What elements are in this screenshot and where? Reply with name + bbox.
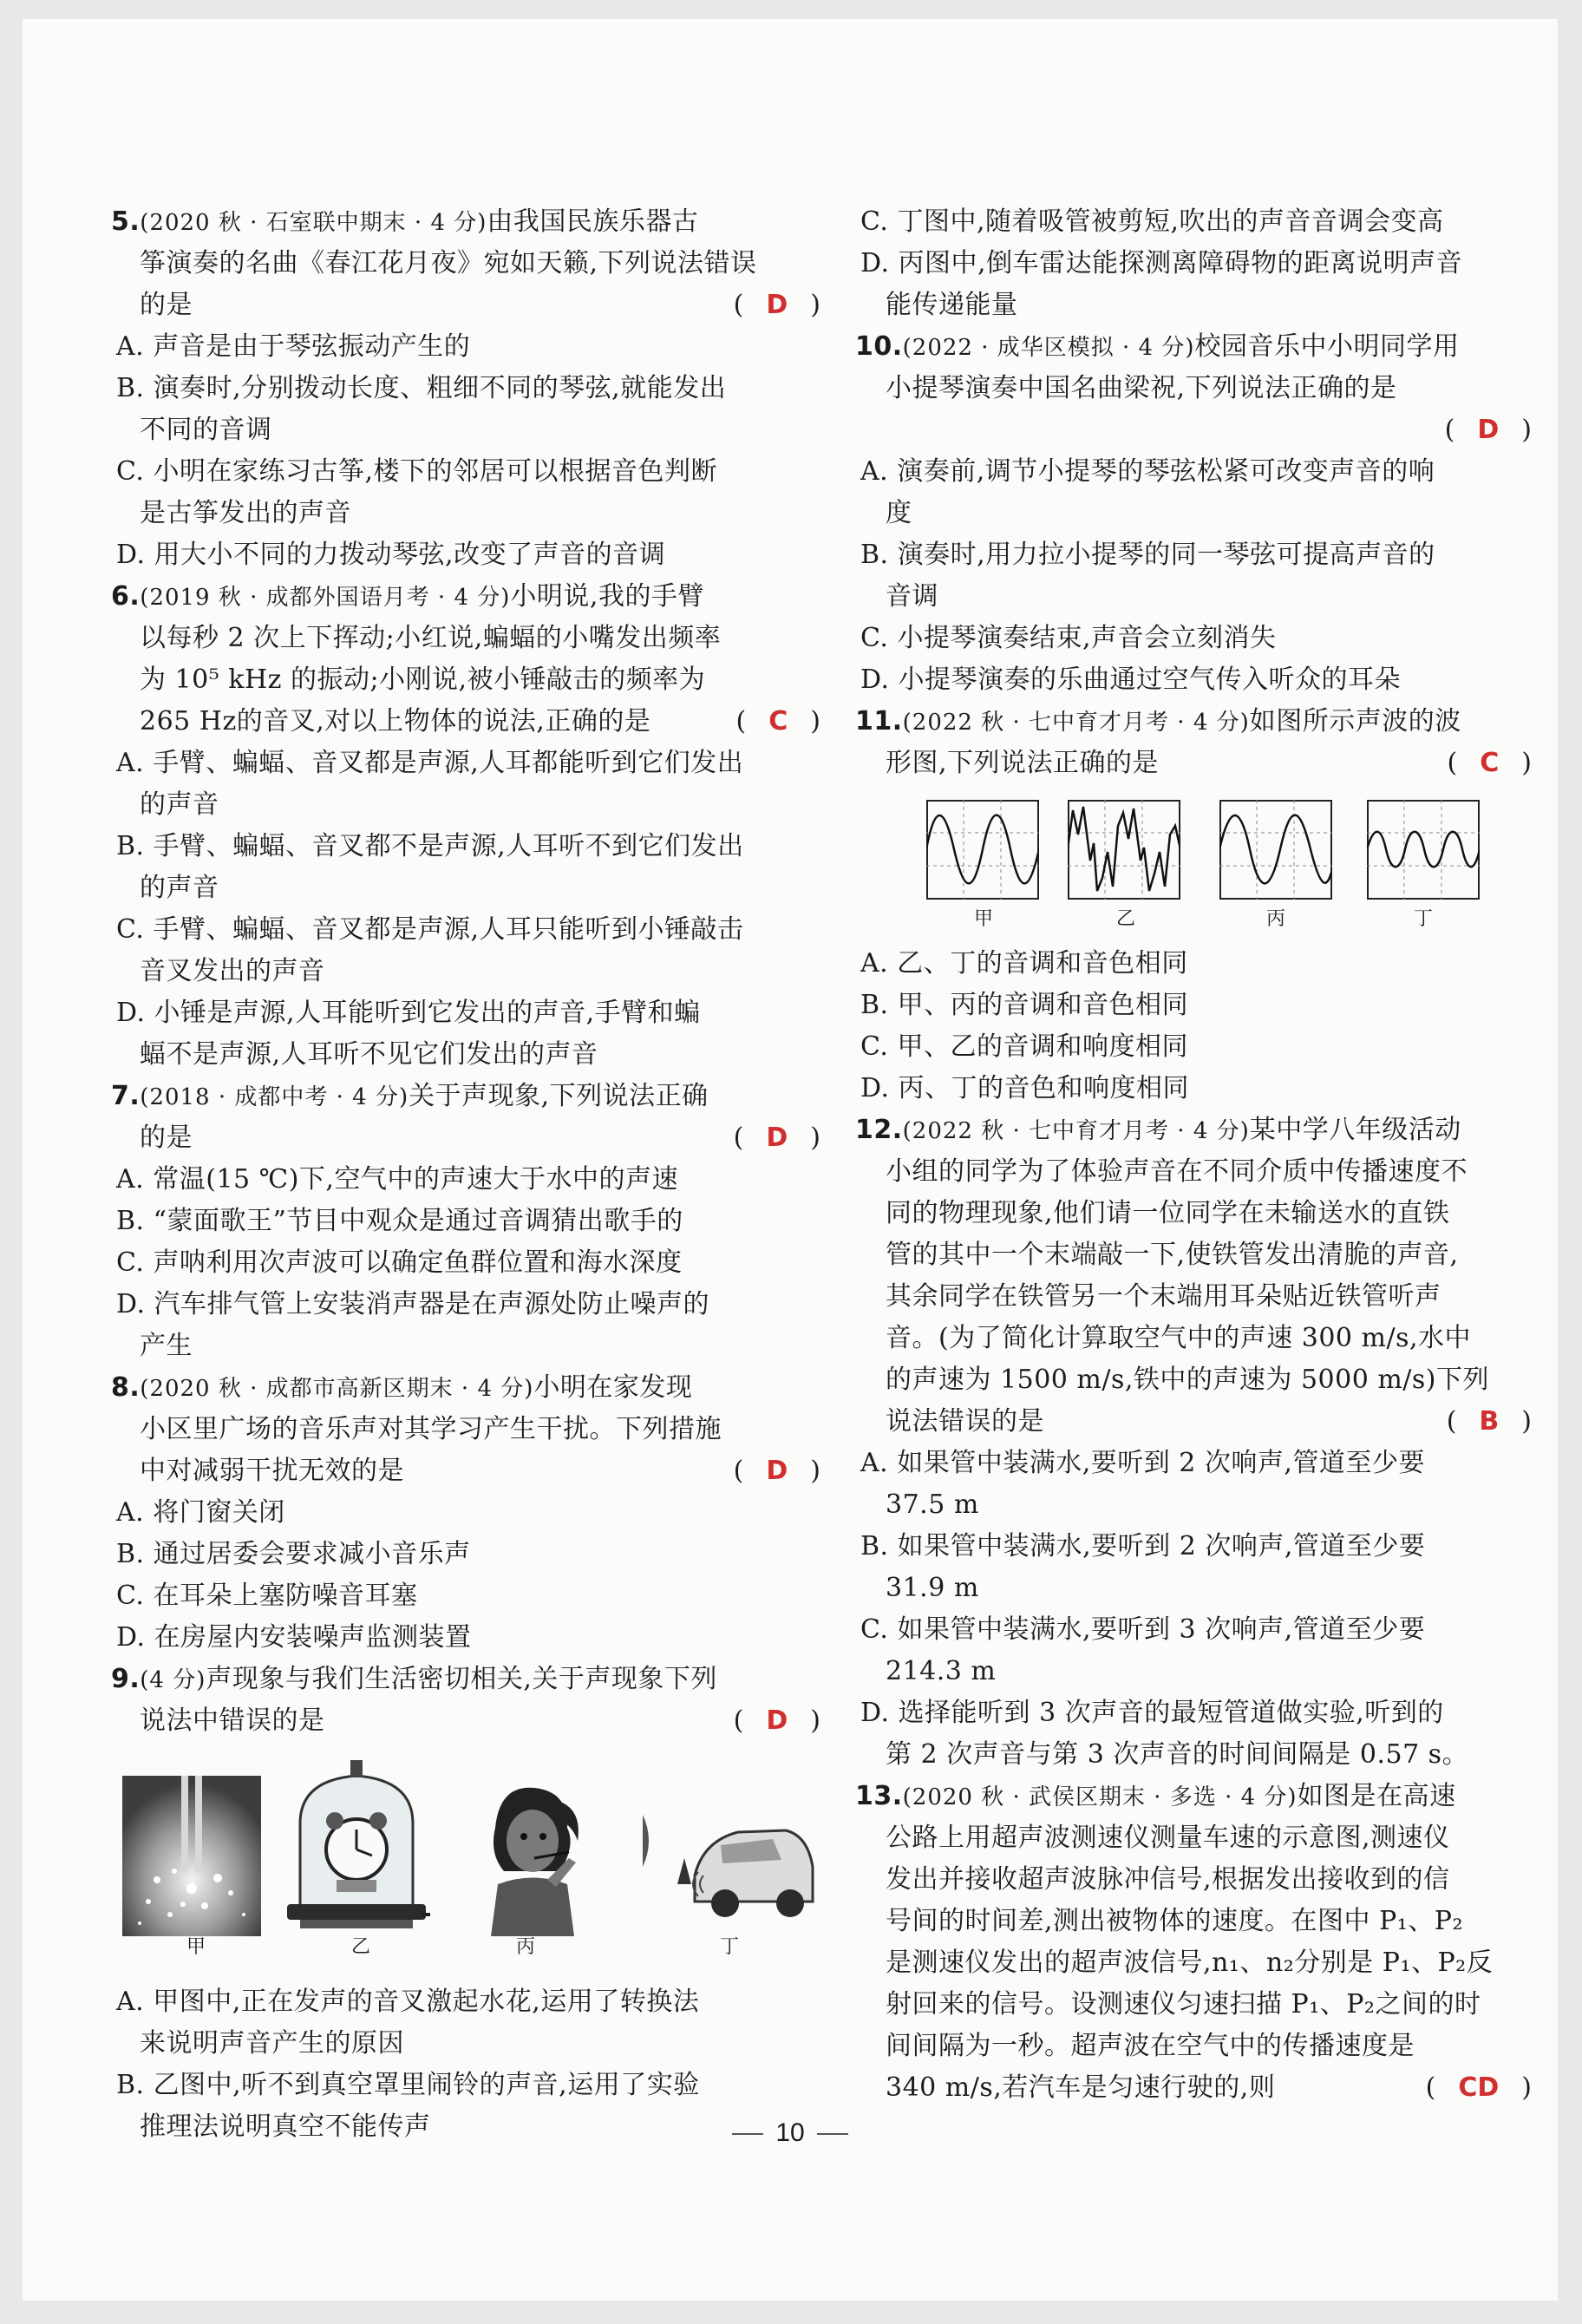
line-text: 第 2 次声音与第 3 次声音的时间间隔是 0.57 s。: [886, 1739, 1469, 1770]
q11-waveforms: [907, 782, 1514, 939]
question-number: 9.: [111, 1664, 141, 1694]
q11-label-ding: 丁: [1413, 908, 1433, 930]
q9-label-yi: 乙: [350, 1936, 370, 1958]
answer-letter: B: [1479, 1406, 1500, 1437]
line-text: 音调: [886, 581, 938, 612]
text-line: [140, 243, 757, 285]
question-number: 13.: [855, 1781, 903, 1811]
text-line: [886, 368, 1397, 409]
line-text: 度: [886, 498, 912, 528]
line-text: A. 演奏前,调节小提琴的琴弦松紧可改变声音的响: [860, 456, 1435, 487]
line-text: 不同的音调: [140, 415, 272, 445]
answer-letter: D: [766, 1456, 788, 1486]
text-line: [116, 451, 717, 493]
line-text: A. 声音是由于琴弦振动产生的: [116, 331, 471, 362]
line-text: 来说明声音产生的原因: [140, 2028, 404, 2059]
page-number: 10: [775, 2118, 805, 2147]
line-text: 能传递能量: [886, 290, 1018, 320]
text-line: [886, 1401, 1044, 1443]
answer-bracket: ( D ): [733, 1705, 820, 1736]
text-line: [860, 201, 1444, 243]
line-text: C. 如果管中装满水,要听到 3 次响声,管道至少要: [860, 1614, 1426, 1645]
line-text: B. 演奏时,用力拉小提琴的同一琴弦可提高声音的: [860, 540, 1435, 570]
line-text: C. 甲、乙的音调和响度相同: [860, 1031, 1188, 1062]
line-text: 说法错误的是: [886, 1406, 1044, 1437]
text-line: [116, 1201, 683, 1242]
text-line: [860, 985, 1188, 1026]
line-text: B. “蒙面歌王”节目中观众是通过音调猜出歌手的: [116, 1206, 683, 1236]
waveform-jia: [926, 800, 1039, 900]
text-line: [886, 743, 1159, 784]
line-text: B. 甲、丙的音调和音色相同: [860, 990, 1189, 1020]
line-text: D. 用大小不同的力拨动琴弦,改变了声音的音调: [116, 540, 666, 570]
text-line: [116, 1617, 472, 1659]
line-text: 说法中错误的是: [140, 1705, 325, 1736]
line-text: A. 将门窗关闭: [116, 1497, 285, 1528]
line-text: 推理法说明真空不能传声: [140, 2111, 431, 2142]
line-text: 31.9 m: [886, 1573, 979, 1603]
line-text: A. 手臂、蝙蝠、音叉都是声源,人耳都能听到它们发出: [116, 748, 744, 778]
text-line: [886, 1193, 1450, 1234]
text-line: [886, 1234, 1459, 1276]
q11-label-jia: 甲: [973, 908, 993, 930]
waveform-ding: [1367, 800, 1480, 900]
text-line: [111, 1367, 692, 1409]
q9-figure-row: [122, 1758, 816, 1958]
line-text: 管的其中一个末端敲一下,使铁管发出清脆的声音,: [886, 1240, 1459, 1270]
line-text: B. 通过居委会要求减小音乐声: [116, 1539, 471, 1569]
text-line: [116, 743, 743, 784]
text-line: [140, 1450, 404, 1492]
text-line: [860, 1026, 1188, 1068]
text-line: [116, 1575, 417, 1617]
question-source: (4 分): [140, 1667, 206, 1693]
line-text: D. 丙图中,倒车雷达能探测离障碍物的距离说明声音: [860, 248, 1463, 278]
question-stem: 某中学八年级活动: [1249, 1115, 1461, 1145]
line-text: 以每秒 2 次上下挥动;小红说,蝙蝠的小嘴发出频率: [140, 623, 722, 653]
answer-bracket: ( D ): [1444, 415, 1532, 445]
question-source: (2022 秋 · 七中育才月考 · 4 分): [902, 1118, 1250, 1144]
text-line: [886, 1734, 1468, 1776]
question-number: 12.: [855, 1115, 903, 1145]
question-stem: 小明在家发现: [533, 1372, 693, 1403]
question-stem: 由我国民族乐器古: [487, 206, 699, 237]
text-line: [886, 1318, 1471, 1359]
line-text: 214.3 m: [886, 1656, 997, 1686]
text-line: [140, 784, 219, 826]
text-line: [116, 326, 470, 368]
text-line: [860, 1526, 1425, 1568]
text-line: [111, 576, 704, 618]
line-text: D. 选择能听到 3 次声音的最短管道做实验,听到的: [860, 1698, 1444, 1728]
line-text: 小提琴演奏中国名曲梁祝,下列说法正确的是: [886, 373, 1397, 403]
line-text: 中对减弱干扰无效的是: [140, 1456, 404, 1486]
text-line: [140, 285, 193, 326]
line-text: 340 m/s,若汽车是匀速行驶的,则: [886, 2072, 1276, 2103]
question-stem: 如图所示声波的波: [1249, 706, 1461, 736]
text-line: [886, 1276, 1441, 1318]
text-line: [116, 1534, 471, 1575]
text-line: [860, 1609, 1425, 1651]
line-text: 的声速为 1500 m/s,铁中的声速为 5000 m/s)下列: [886, 1365, 1489, 1395]
text-line: [116, 1284, 709, 1326]
q9-label-bing: 丙: [515, 1936, 535, 1958]
answer-letter: D: [766, 1123, 788, 1153]
answer-letter: C: [768, 706, 788, 736]
line-text: 公路上用超声波测速仪测量车速的示意图,测速仪: [886, 1823, 1450, 1853]
answer-bracket: ( D ): [733, 1456, 820, 1486]
line-text: 是古筝发出的声音: [140, 498, 351, 528]
line-text: 发出并接收超声波脉冲信号,根据发出接收到的信: [886, 1864, 1450, 1895]
text-line: [860, 659, 1401, 701]
line-text: A. 常温(15 ℃)下,空气中的声速大于水中的声速: [116, 1164, 678, 1195]
question-source: (2020 秋 · 石室联中期末 · 4 分): [140, 210, 487, 236]
line-text: B. 乙图中,听不到真空罩里闹铃的声音,运用了实验: [116, 2070, 700, 2100]
q11-label-yi: 乙: [1115, 908, 1135, 930]
text-line: [886, 493, 912, 534]
line-text: 其余同学在铁管另一个末端用耳朵贴近铁管听声: [886, 1281, 1441, 1312]
text-line: [111, 201, 698, 243]
answer-bracket: ( CD ): [1425, 2072, 1532, 2103]
line-text: 音。(为了简化计算取空气中的声速 300 m/s,水中: [886, 1323, 1472, 1353]
line-text: C. 手臂、蝙蝠、音叉都是声源,人耳只能听到小锤敲击: [116, 914, 744, 945]
answer-letter: C: [1480, 748, 1500, 778]
question-source: (2020 秋 · 武侯区期末 · 多选 · 4 分): [902, 1784, 1298, 1810]
text-line: [886, 1942, 1493, 1984]
text-line: [140, 701, 650, 743]
text-line: [886, 1568, 979, 1609]
text-line: [140, 409, 272, 451]
text-line: [886, 1859, 1450, 1901]
line-text: D. 小提琴演奏的乐曲通过空气传入听众的耳朵: [860, 664, 1402, 695]
question-stem: 关于声现象,下列说法正确: [409, 1081, 709, 1111]
line-text: C. 在耳朵上塞防噪音耳塞: [116, 1581, 418, 1611]
line-text: C. 丁图中,随着吸管被剪短,吹出的声音音调会变高: [860, 206, 1444, 237]
question-stem: 如图是在高速: [1297, 1781, 1456, 1811]
question-source: (2020 秋 · 成都市高新区期末 · 4 分): [140, 1376, 534, 1402]
answer-letter: D: [766, 290, 788, 320]
text-line: [886, 1151, 1468, 1193]
line-text: B. 手臂、蝙蝠、音叉都不是声源,人耳听不到它们发出: [116, 831, 744, 861]
text-line: [860, 618, 1277, 659]
answer-bracket: ( D ): [733, 1123, 820, 1153]
question-stem: 小明说,我的手臂: [510, 581, 704, 612]
line-text: B. 演奏时,分别拨动长度、粗细不同的琴弦,就能发出: [116, 373, 727, 403]
answer-bracket: ( C ): [1447, 748, 1532, 778]
text-line: [140, 2023, 404, 2065]
line-text: 37.5 m: [886, 1489, 979, 1520]
line-text: 筝演奏的名曲《春江花月夜》宛如天籁,下列说法错误: [140, 248, 757, 278]
waveform-yi: [1068, 800, 1180, 900]
line-text: 小组的同学为了体验声音在不同介质中传播速度不: [886, 1156, 1468, 1187]
line-text: D. 在房屋内安装噪声监测装置: [116, 1622, 472, 1653]
line-text: C. 声呐利用次声波可以确定鱼群位置和海水深度: [116, 1247, 683, 1278]
text-line: [140, 1034, 598, 1076]
right-column: [820, 19, 1558, 2275]
text-line: [860, 534, 1435, 576]
text-line: [140, 1117, 193, 1159]
text-line: [860, 1692, 1444, 1734]
question-source: (2018 · 成都中考 · 4 分): [140, 1084, 409, 1110]
line-text: D. 丙、丁的音色和响度相同: [860, 1073, 1190, 1103]
answer-letter: CD: [1458, 2072, 1500, 2103]
line-text: A. 乙、丁的音调和音色相同: [860, 948, 1188, 979]
line-text: 的声音: [140, 873, 219, 903]
text-line: [855, 1776, 1456, 1817]
text-line: [860, 243, 1462, 285]
text-line: [140, 618, 721, 659]
line-text: 射回来的信号。设测速仪匀速扫描 P₁、P₂之间的时: [886, 1989, 1481, 2020]
q11-label-bing: 丙: [1265, 908, 1285, 930]
question-source: (2019 秋 · 成都外国语月考 · 4 分): [140, 585, 511, 611]
text-line: [860, 1068, 1189, 1110]
answer-bracket: ( D ): [733, 290, 820, 320]
question-stem: 校园音乐中小明同学用: [1194, 331, 1460, 362]
question-number: 5.: [111, 206, 141, 237]
line-text: 小区里广场的音乐声对其学习产生干扰。下列措施: [140, 1414, 722, 1444]
line-text: 间间隔为一秒。超声波在空气中的传播速度是: [886, 2031, 1415, 2061]
question-source: (2022 · 成华区模拟 · 4 分): [902, 335, 1195, 361]
text-line: [886, 1984, 1481, 2026]
text-line: [111, 1076, 709, 1117]
text-line: [886, 2067, 1275, 2109]
text-line: [855, 701, 1461, 743]
text-line: [116, 1981, 699, 2023]
text-line: [886, 2026, 1415, 2067]
text-line: [140, 951, 325, 992]
text-line: [886, 1817, 1450, 1859]
text-line: [855, 326, 1460, 368]
question-number: 10.: [855, 331, 903, 362]
text-line: [886, 576, 938, 618]
page: [23, 19, 1558, 2301]
text-line: [140, 1326, 193, 1367]
text-line: [140, 659, 705, 701]
answer-letter: D: [766, 1705, 788, 1736]
line-text: 蝠不是声源,人耳听不见它们发出的声音: [140, 1039, 598, 1070]
line-text: C. 小提琴演奏结束,声音会立刻消失: [860, 623, 1277, 653]
text-line: [116, 1492, 285, 1534]
text-line: [111, 1659, 717, 1700]
line-text: 的声音: [140, 789, 219, 820]
line-text: A. 甲图中,正在发声的音叉激起水花,运用了转换法: [116, 1987, 700, 2017]
text-line: [116, 1242, 682, 1284]
text-line: [140, 1409, 722, 1450]
line-text: 的是: [140, 1123, 193, 1153]
line-text: A. 如果管中装满水,要听到 2 次响声,管道至少要: [860, 1448, 1425, 1478]
answer-letter: D: [1477, 415, 1500, 445]
line-text: 是测速仪发出的超声波信号,n₁、n₂分别是 P₁、P₂反: [886, 1948, 1494, 1978]
q9-label-jia: 甲: [186, 1936, 206, 1958]
line-text: 同的物理现象,他们请一位同学在未输送水的直铁: [886, 1198, 1450, 1228]
girl-blowing-straw-image: [465, 1776, 586, 1936]
question-source: (2022 秋 · 七中育才月考 · 4 分): [902, 710, 1250, 736]
text-line: [116, 826, 744, 867]
answer-bracket: ( C ): [735, 706, 820, 736]
text-line: [860, 451, 1435, 493]
text-line: [140, 867, 219, 909]
answer-bracket: ( B ): [1446, 1406, 1532, 1437]
question-number: 6.: [111, 581, 141, 612]
line-text: B. 如果管中装满水,要听到 2 次响声,管道至少要: [860, 1531, 1426, 1561]
text-line: [886, 1359, 1489, 1401]
car-reversing-radar-image: [643, 1806, 816, 1936]
text-line: [140, 1700, 325, 1742]
line-text: D. 汽车排气管上安装消声器是在声源处防止噪声的: [116, 1289, 710, 1319]
text-line: [886, 285, 1018, 326]
question-number: 8.: [111, 1372, 141, 1403]
bell-jar-alarm-clock-image: [283, 1758, 430, 1936]
line-text: C. 小明在家练习古筝,楼下的邻居可以根据音色判断: [116, 456, 717, 487]
text-line: [116, 1159, 678, 1201]
text-line: [860, 943, 1188, 985]
line-text: D. 小锤是声源,人耳能听到它发出的声音,手臂和蝙: [116, 998, 701, 1028]
waveform-bing: [1219, 800, 1332, 900]
line-text: 产生: [140, 1331, 193, 1361]
line-text: 形图,下列说法正确的是: [886, 748, 1160, 778]
line-text: 的是: [140, 290, 193, 320]
q9-label-ding: 丁: [719, 1936, 739, 1958]
question-stem: 声现象与我们生活密切相关,关于声现象下列: [206, 1664, 717, 1694]
line-text: 音叉发出的声音: [140, 956, 325, 986]
text-line: [886, 1651, 996, 1692]
text-line: [116, 534, 665, 576]
text-line: [116, 909, 744, 951]
text-line: [855, 1110, 1461, 1151]
text-line: [140, 493, 351, 534]
question-number: 7.: [111, 1081, 141, 1111]
text-line: [886, 1484, 979, 1526]
page-footer: [23, 2118, 1558, 2148]
text-line: [116, 992, 701, 1034]
line-text: 265 Hz的音叉,对以上物体的说法,正确的是: [140, 706, 651, 736]
line-text: 为 10⁵ kHz 的振动;小刚说,被小锤敲击的频率为: [140, 664, 706, 695]
tuning-fork-splash-image: [122, 1776, 261, 1936]
text-line: [886, 1901, 1463, 1942]
text-line: [116, 2065, 700, 2106]
text-line: [860, 1443, 1425, 1484]
question-number: 11.: [855, 706, 903, 736]
text-line: [116, 368, 726, 409]
line-text: 号间的时间差,测出被物体的速度。在图中 P₁、P₂: [886, 1906, 1463, 1936]
